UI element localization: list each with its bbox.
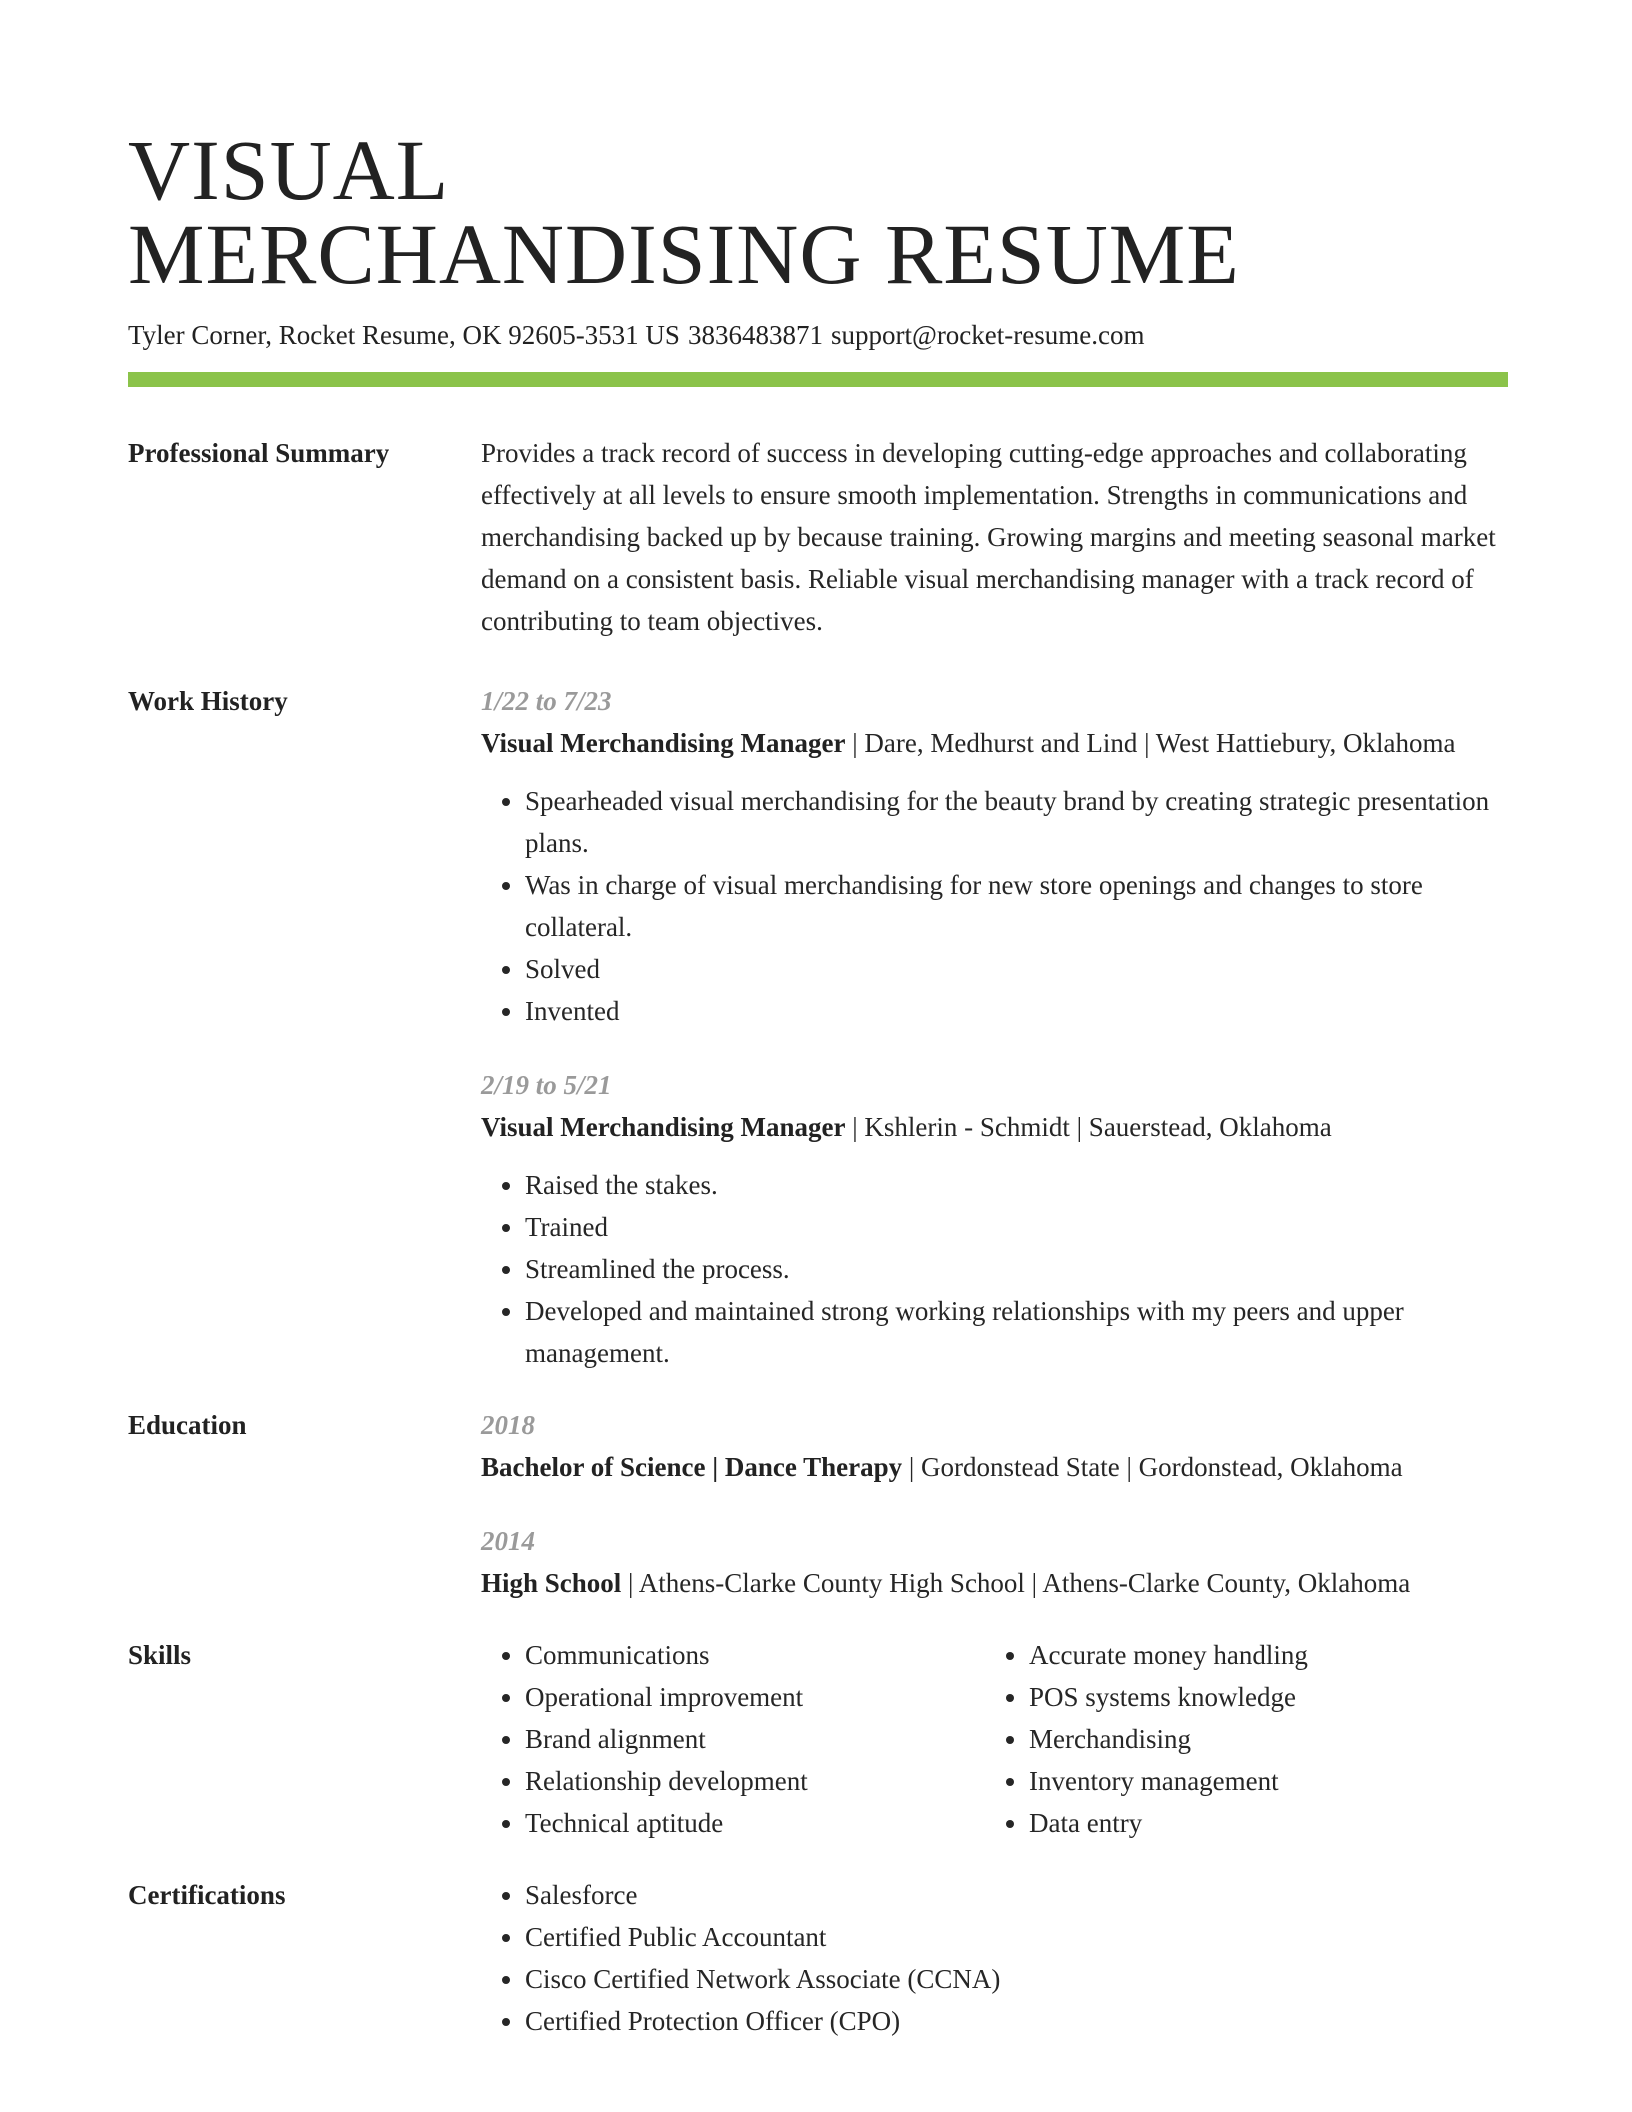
education-entry-date: 2014 [481,1526,535,1556]
skill-item: • Accurate money handling [1029,1634,1489,1676]
skills-list-right [985,1634,1489,1844]
skill-item: • Technical aptitude [525,1802,985,1844]
certification-item: • Certified Protection Officer (CPO) [525,2000,1508,2042]
skills-section [128,1634,1508,1844]
work-entry-role: Visual Merchandising Manager [481,1112,846,1142]
section-label-certifications: Certifications [128,1880,286,1910]
work-entry-bullets [481,780,1508,1032]
section-label-skills: Skills [128,1640,192,1670]
professional-summary-section [128,432,1508,642]
bullet-item: • Was in charge of visual merchandising for new store openings and changes to store collateral. [525,864,1508,948]
skill-item: • Merchandising [1029,1718,1489,1760]
contact-email: support@rocket-resume.com [830,320,1145,350]
education-entry-heading [481,1446,1508,1488]
work-entry [481,1064,1508,1374]
skill-item: • POS systems knowledge [1029,1676,1489,1718]
skill-item: • Relationship development [525,1760,985,1802]
work-entries [481,680,1508,1374]
title-line-1: VISUAL [128,122,450,218]
certifications-list [481,1874,1508,2042]
work-entry-details: | Kshlerin - Schmidt | Sauerstead, Oklahoma [845,1112,1332,1142]
education-entries [481,1404,1508,1604]
education-entry [481,1404,1508,1488]
certification-item: • Salesforce [525,1874,1508,1916]
work-entry-role: Visual Merchandising Manager [481,728,846,758]
work-entry [481,680,1508,1032]
work-entry-bullets [481,1164,1508,1374]
skills-list-left [481,1634,985,1844]
bullet-item: • Invented [525,990,1508,1032]
skill-item: • Brand alignment [525,1718,985,1760]
bullet-item: • Streamlined the process. [525,1248,1508,1290]
title-line-2: MERCHANDISING RESUME [128,206,1240,302]
contact-line [128,318,1508,352]
skill-item: • Data entry [1029,1802,1489,1844]
bullet-item: • Trained [525,1206,1508,1248]
certification-item: • Cisco Certified Network Associate (CCNA) [525,1958,1508,2000]
education-section [128,1404,1508,1604]
education-details: | Gordonstead State | Gordonstead, Oklahoma [902,1452,1403,1482]
certification-item: • Certified Public Accountant [525,1916,1508,1958]
work-entry-details: | Dare, Medhurst and Lind | West Hattiebury, Oklahoma [845,728,1456,758]
skill-item: • Operational improvement [525,1676,985,1718]
education-degree: High School [481,1568,622,1598]
contact-phone: 3836483871 [687,320,823,350]
work-entry-heading [481,722,1508,764]
resume-page [128,122,1508,2042]
bullet-item: • Raised the stakes. [525,1164,1508,1206]
work-entry-date: 1/22 to 7/23 [481,686,612,716]
certifications-body [481,1874,1508,2042]
education-details: | Athens-Clarke County High School | Athens-Clarke County, Oklahoma [621,1568,1411,1598]
education-entry-date: 2018 [481,1410,535,1440]
contact-address: Tyler Corner, Rocket Resume, OK 92605-3531 US [128,320,680,350]
education-entry [481,1520,1508,1604]
work-entry-date: 2/19 to 5/21 [481,1070,612,1100]
section-label-work: Work History [128,686,288,716]
bullet-item: • Developed and maintained strong working relationships with my peers and upper management. [525,1290,1508,1374]
resume-title [128,122,1508,302]
education-degree: Bachelor of Science | Dance Therapy [481,1452,903,1482]
accent-divider [128,372,1508,387]
section-label-summary: Professional Summary [128,438,390,468]
skill-item: • Inventory management [1029,1760,1489,1802]
education-entry-heading [481,1562,1508,1604]
skills-columns [481,1634,1508,1844]
work-entry-heading [481,1106,1508,1148]
section-label-education: Education [128,1410,247,1440]
certifications-section [128,1874,1508,2042]
work-history-section [128,680,1508,1374]
bullet-item: • Solved [525,948,1508,990]
summary-text: Provides a track record of success in developing cutting-edge approaches and collaborating effectively at all levels to ensure smooth implementation. Strengths in communications and merchandising backed up by because training. Growing margins and meeting seasonal market demand on a consistent basis. Reliable visual merchandising manager with a track record of contributing to team objectives. [481,438,1496,636]
skill-item: • Communications [525,1634,985,1676]
bullet-item: • Spearheaded visual merchandising for the beauty brand by creating strategic presentation plans. [525,780,1508,864]
